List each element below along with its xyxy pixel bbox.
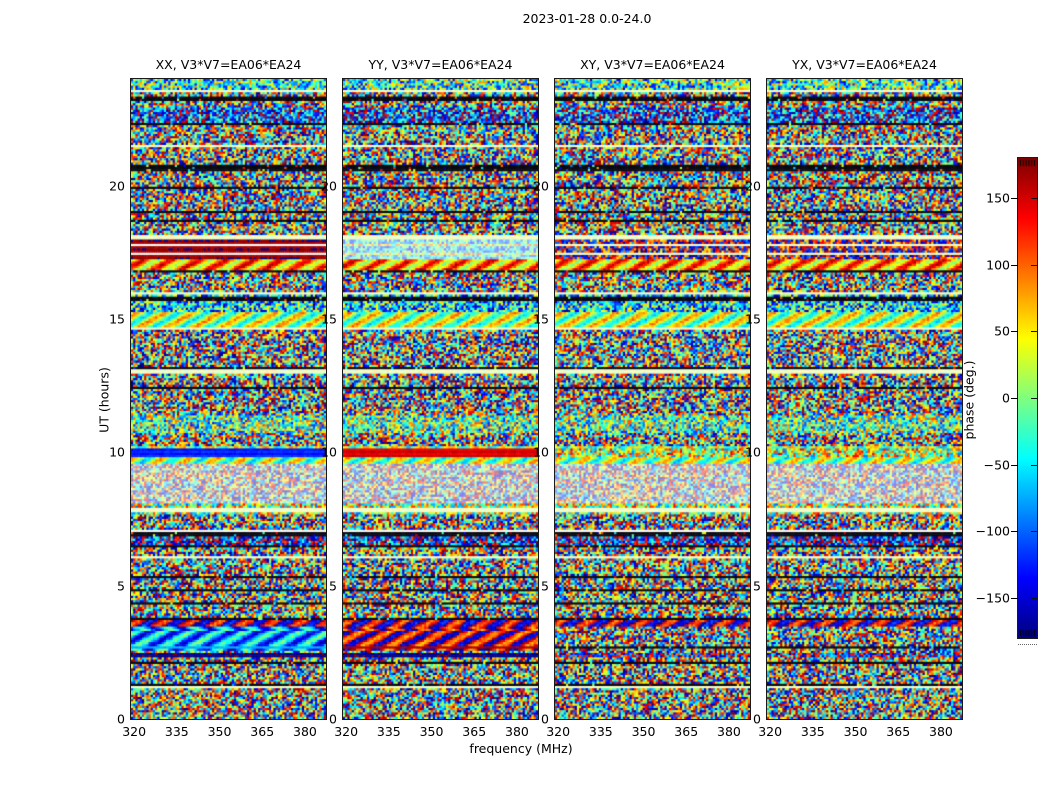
y-tick-label: 5 [117,578,125,594]
colorbar-tick-label: 50 [994,323,1010,339]
y-tick-label: 20 [533,178,549,194]
subplot-xy [533,57,751,739]
heatmap-yy [343,79,538,719]
y-tick-label: 10 [533,444,549,460]
subplot-title-yy: YY, V3*V7=EA06*EA24 [368,57,513,72]
x-tick-label: 320 [334,724,359,739]
x-tick-label: 365 [886,724,911,739]
y-tick-label: 10 [745,444,761,460]
x-tick-label: 365 [674,724,699,739]
y-tick-label: 20 [745,178,761,194]
x-tick-label: 320 [546,724,571,739]
subplot-yx [745,57,963,739]
colorbar-tick-mark [1011,331,1018,332]
y-tick-label: 0 [117,711,125,727]
x-tick-label: 335 [588,724,613,739]
y-tick-label: 10 [109,444,125,460]
y-tick-label: 20 [109,178,125,194]
y-tick-label: 15 [745,311,761,327]
x-tick-label: 380 [504,724,529,739]
y-tick-label: 5 [753,578,761,594]
colorbar-tick-mark-inner [1031,198,1037,199]
y-tick-label: 15 [533,311,549,327]
colorbar-tick-mark-inner [1031,531,1037,532]
heatmap-xy [555,79,750,719]
heatmap-yx [767,79,962,719]
x-tick-label: 320 [122,724,147,739]
subplot-title-yx: YX, V3*V7=EA06*EA24 [792,57,937,72]
figure-title: 2023-01-28 0.0-24.0 [522,11,652,26]
subplot-xx [109,57,327,739]
y-tick-label: 15 [321,311,337,327]
heatmap-xx [131,79,326,719]
x-axis-label: frequency (MHz) [469,741,573,756]
y-tick-label: 10 [321,444,337,460]
colorbar-tick-label: −50 [983,457,1010,473]
x-tick-label: 380 [292,724,317,739]
y-tick-label: 5 [329,578,337,594]
x-tick-label: 350 [843,724,868,739]
y-axis-label: UT (hours) [96,367,112,433]
colorbar-tick-label: 0 [1002,390,1010,406]
colorbar-tick-label: 100 [986,257,1010,273]
colorbar-tick-mark [1011,531,1018,532]
colorbar-label: phase (deg.) [961,360,977,440]
x-tick-label: 335 [164,724,189,739]
y-tick-label: 0 [541,711,549,727]
x-tick-label: 350 [631,724,656,739]
colorbar-tick-label: 150 [986,190,1010,206]
y-tick-label: 15 [109,311,125,327]
colorbar-tick-label: −150 [975,590,1010,606]
y-tick-label: 20 [321,178,337,194]
colorbar-tick-mark [1011,465,1018,466]
subplot-title-xy: XY, V3*V7=EA06*EA24 [580,57,725,72]
x-tick-label: 350 [419,724,444,739]
colorbar-tick-mark [1011,598,1018,599]
colorbar-tick-mark [1011,198,1018,199]
subplot-yy [321,57,539,739]
y-tick-label: 0 [753,711,761,727]
colorbar-tick-mark-inner [1031,265,1037,266]
x-tick-label: 350 [207,724,232,739]
x-tick-label: 380 [716,724,741,739]
y-tick-label: 5 [541,578,549,594]
x-tick-label: 335 [376,724,401,739]
x-tick-label: 320 [758,724,783,739]
x-tick-label: 365 [462,724,487,739]
colorbar-tick-mark [1011,398,1018,399]
x-tick-label: 380 [928,724,953,739]
y-tick-label: 0 [329,711,337,727]
colorbar-tick-label: −100 [975,523,1010,539]
colorbar-tick-mark-inner [1031,331,1037,332]
x-tick-label: 335 [800,724,825,739]
colorbar-tick-mark-inner [1031,598,1037,599]
subplot-title-xx: XX, V3*V7=EA06*EA24 [155,57,302,72]
colorbar-tick-mark [1011,265,1018,266]
colorbar-tick-mark-inner [1031,465,1037,466]
colorbar-tick-mark-inner [1031,398,1037,399]
x-tick-label: 365 [250,724,275,739]
colorbar-end-dots [1018,644,1037,645]
